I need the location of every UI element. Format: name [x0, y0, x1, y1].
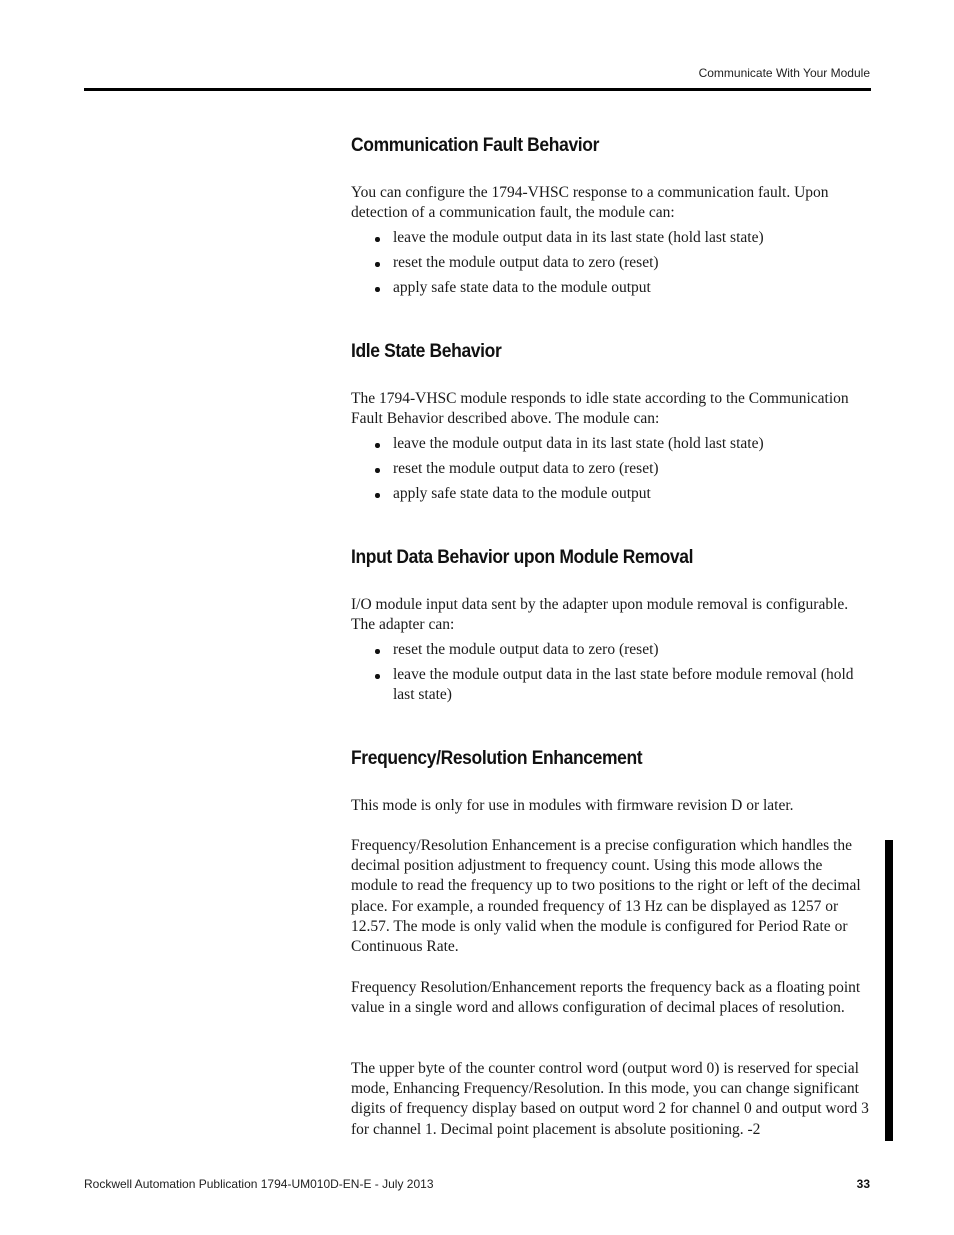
bullet-list: [351, 228, 871, 303]
section-heading-input-data-removal: Input Data Behavior upon Module Removal: [351, 547, 694, 568]
section-paragraph: Frequency Resolution/Enhancement reports the frequency back as a floating point value in a single word and allows configuration of decimal places of resolution.: [351, 979, 861, 1017]
change-bar: [885, 840, 893, 1141]
section-paragraph: Frequency/Resolution Enhancement is a precise configuration which handles the decimal position adjustment to frequency count. Using this mode allows the module to read the frequency up to two positions to the right or left of the decimal place. For example, a rounded frequency of 13 Hz can be displayed as 1257 or 12.57. The mode is only valid when the module is configured for Period Rate or Continuous Rate.: [351, 837, 861, 956]
section-heading-idle-state: Idle State Behavior: [351, 341, 502, 362]
list-item: reset the module output data to zero (reset): [351, 459, 871, 479]
section-paragraph: You can configure the 1794-VHSC response to a communication fault. Upon detection of a communication fault, the module can:: [351, 184, 829, 222]
header-rule: [84, 88, 871, 91]
list-item: reset the module output data to zero (reset): [351, 253, 871, 273]
footer-publication: Rockwell Automation Publication 1794-UM010D-EN-E - July 2013: [84, 1177, 434, 1191]
list-item: apply safe state data to the module output: [351, 484, 871, 504]
list-item: apply safe state data to the module output: [351, 278, 871, 298]
section-paragraph: The upper byte of the counter control word (output word 0) is reserved for special mode, Enhancing Frequency/Resolution. In this mode, you can change significant digits of frequency display based on output word 2 for channel 0 and output word 3 for channel 1. Decimal point placement is absolute positioning. -2: [351, 1060, 869, 1138]
section-paragraph: I/O module input data sent by the adapter upon module removal is configurable. The adapter can:: [351, 596, 849, 634]
list-item: reset the module output data to zero (reset): [351, 640, 871, 660]
section-paragraph: The 1794-VHSC module responds to idle state according to the Communication Fault Behavior described above. The module can:: [351, 390, 849, 428]
section-paragraph: This mode is only for use in modules with firmware revision D or later.: [351, 797, 794, 814]
list-item: leave the module output data in the last state before module removal (hold last state): [351, 665, 871, 705]
list-item: leave the module output data in its last state (hold last state): [351, 228, 871, 248]
bullet-list: [351, 640, 871, 710]
bullet-list: [351, 434, 871, 509]
section-heading-communication-fault: Communication Fault Behavior: [351, 135, 600, 156]
list-item: leave the module output data in its last state (hold last state): [351, 434, 871, 454]
page-number: 33: [856, 1177, 870, 1191]
running-header: Communicate With Your Module: [698, 66, 870, 80]
section-heading-frequency-resolution: Frequency/Resolution Enhancement: [351, 748, 643, 769]
